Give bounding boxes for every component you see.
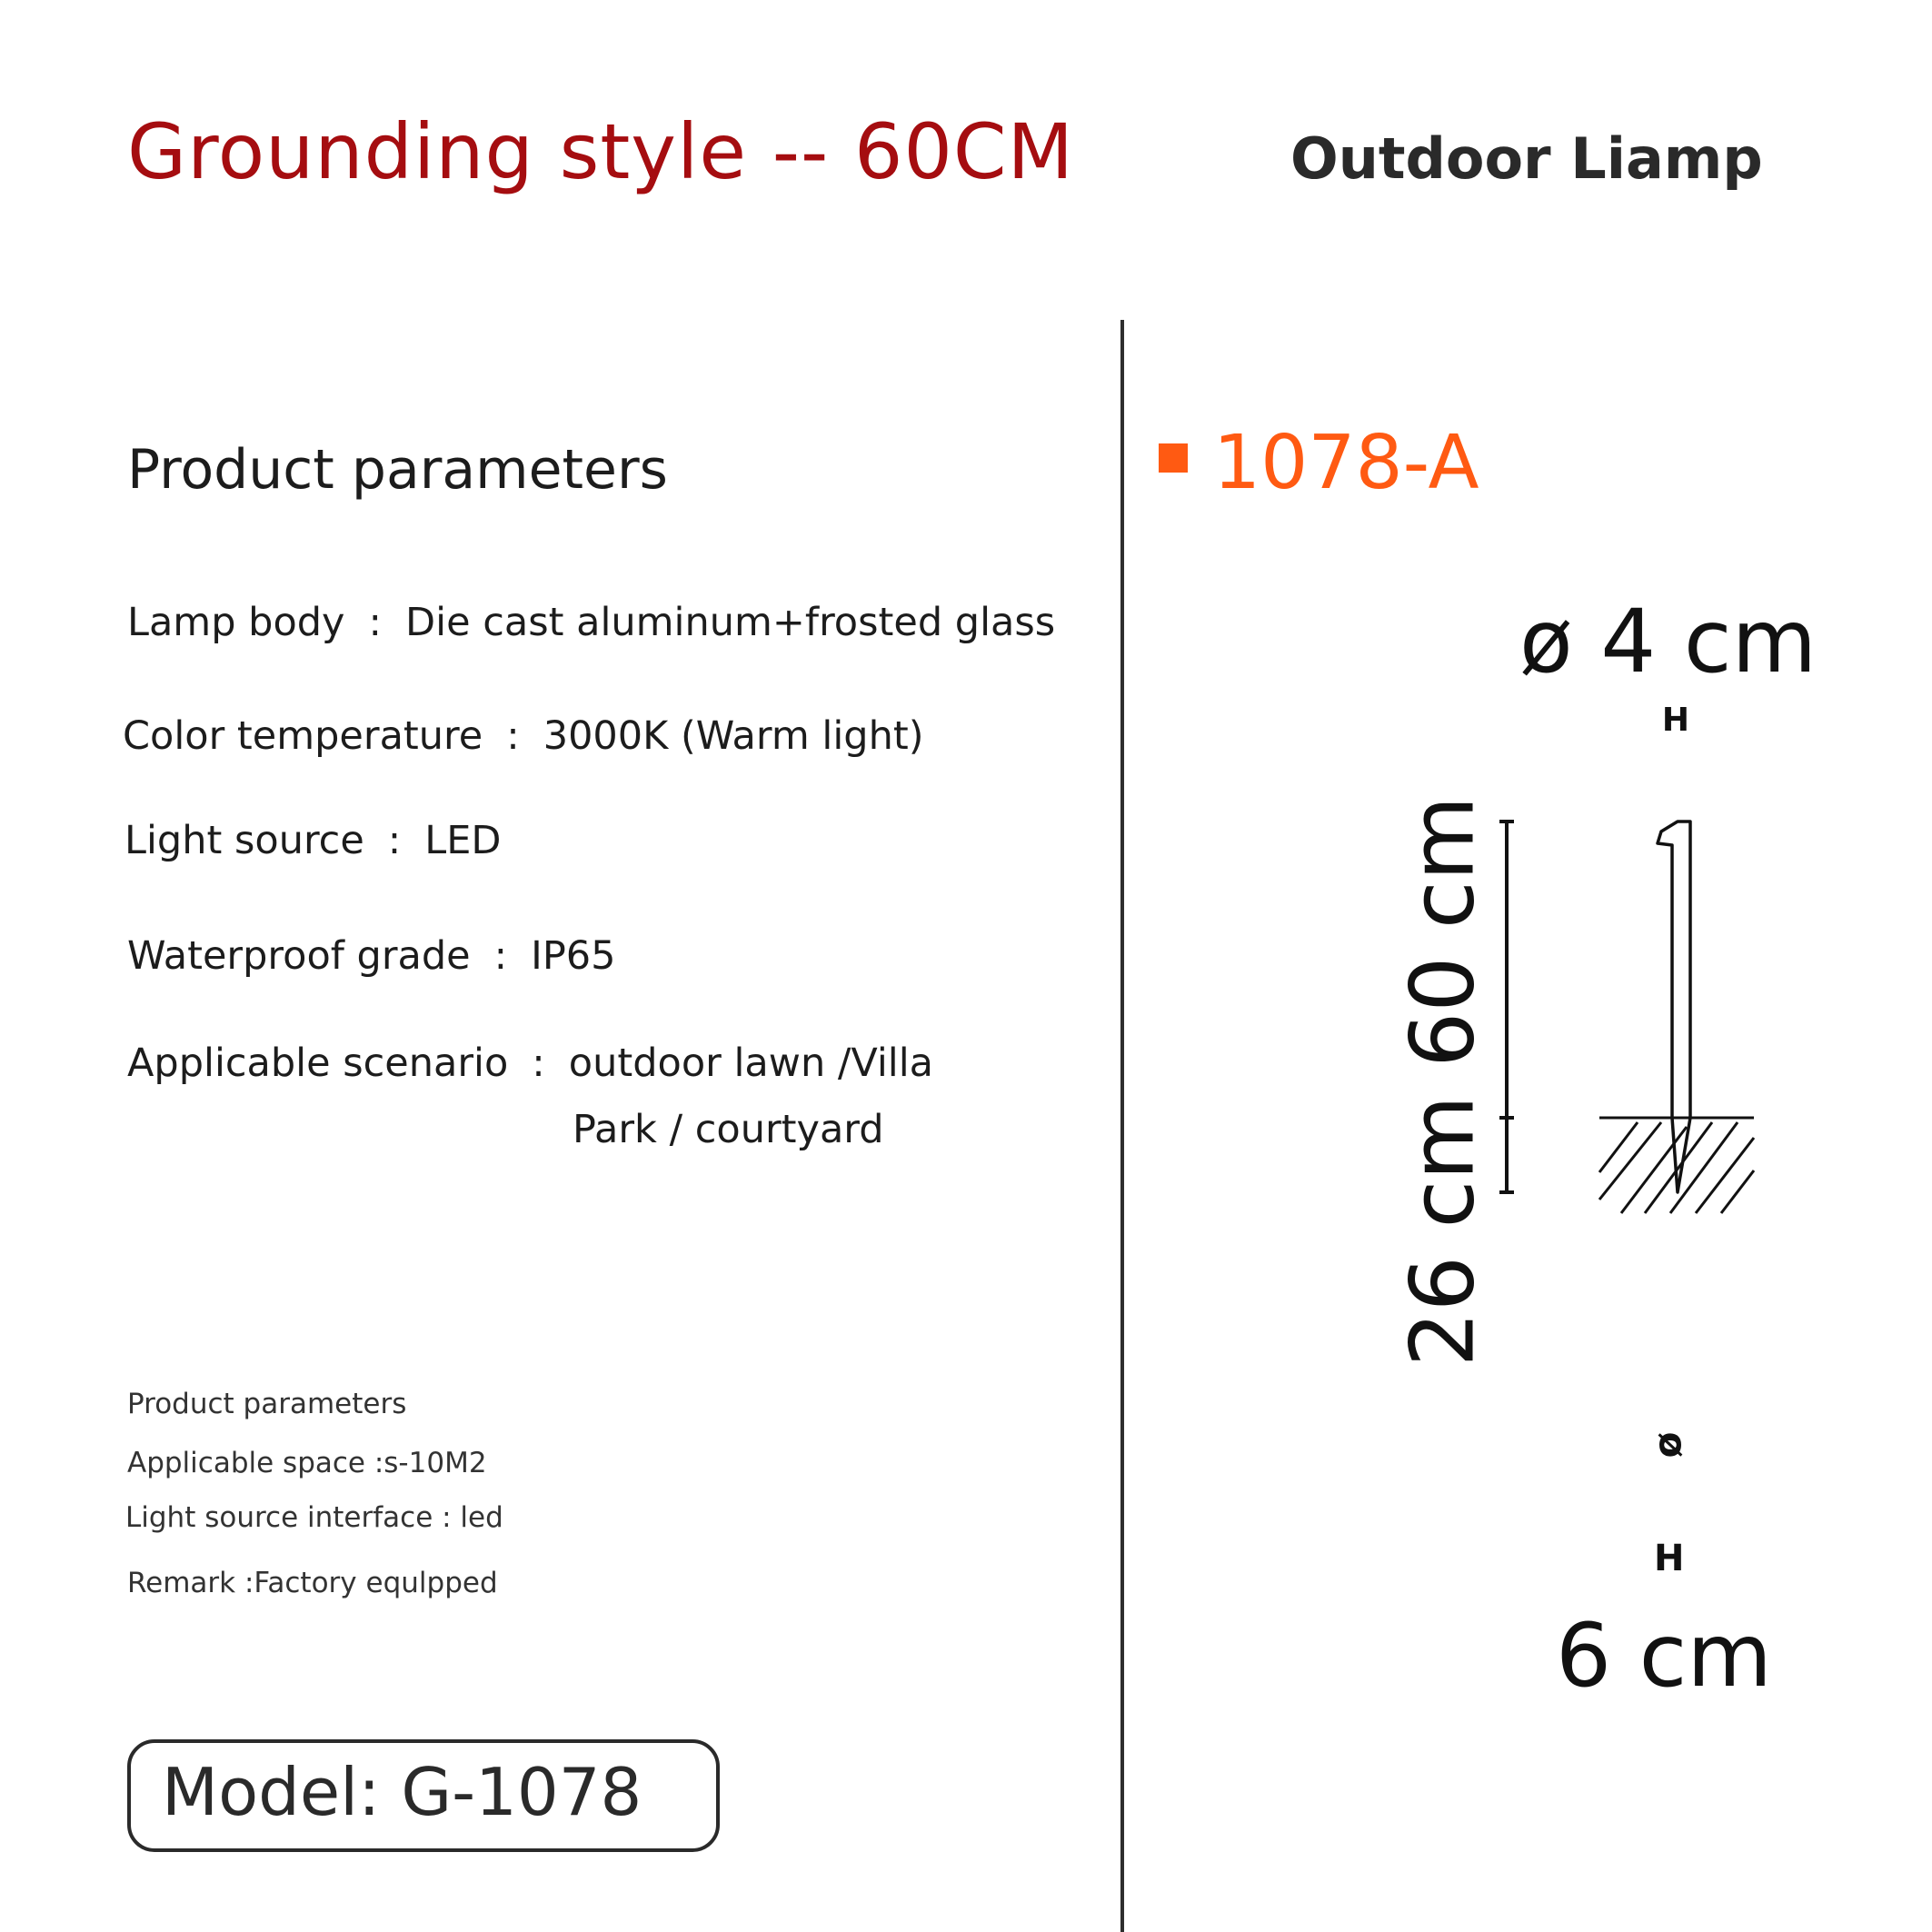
diameter-dimension: ø 4 cm [1519, 591, 1817, 692]
page-title: Grounding style -- 60CM [127, 107, 1075, 196]
param-lamp-body [127, 600, 1055, 645]
variant-label: 1078-A [1213, 420, 1479, 506]
secondary-applicable-space: Applicable space :s-10M2 [127, 1447, 487, 1479]
param-separator: : [506, 713, 520, 759]
param-separator: : [532, 1041, 545, 1086]
param-label: Waterproof grade [127, 933, 471, 979]
height-dimension: 26 cm 60 cm [1391, 795, 1494, 1368]
model-label: Model: G-1078 [162, 1754, 642, 1830]
section-title: Product parameters [127, 438, 668, 502]
param-label: Lamp body [127, 600, 345, 645]
param-label: Color temperature [123, 713, 483, 759]
top-h-marker: H [1661, 702, 1690, 739]
param-separator: : [368, 600, 383, 645]
height-dimension-line [1499, 822, 1514, 1192]
param-value: IP65 [531, 933, 616, 979]
lamp-stake-outline [1658, 822, 1690, 1192]
param-light-source [124, 818, 502, 863]
param-value: outdoor lawn /Villa [568, 1041, 934, 1086]
param-waterproof-grade [127, 933, 615, 979]
param-label: Light source [124, 818, 364, 863]
secondary-light-source-interface: Light source interface : led [125, 1501, 503, 1534]
param-applicable-scenario [127, 1041, 933, 1086]
lamp-dimension-diagram [1345, 691, 1817, 1490]
secondary-remark: Remark :Factory equlpped [127, 1567, 498, 1599]
param-separator: : [387, 818, 402, 863]
vertical-divider [1120, 320, 1124, 1932]
param-value: LED [424, 818, 502, 863]
param-label: Applicable scenario [127, 1041, 509, 1086]
brand-title: Outdoor Liamp [1290, 125, 1763, 192]
param-scenario-continuation: Park / courtyard [573, 1107, 884, 1152]
bottom-h-marker: H [1654, 1538, 1685, 1579]
param-value: Die cast aluminum+frosted glass [405, 600, 1056, 645]
param-color-temperature [123, 713, 923, 759]
param-value: 3000K (Warm light) [543, 713, 924, 759]
phi-marker: ø [1645, 1431, 1690, 1459]
variant-square-icon [1159, 443, 1188, 473]
secondary-heading: Product parameters [127, 1388, 407, 1420]
param-separator: : [493, 933, 508, 979]
base-dimension: 6 cm [1556, 1605, 1772, 1707]
